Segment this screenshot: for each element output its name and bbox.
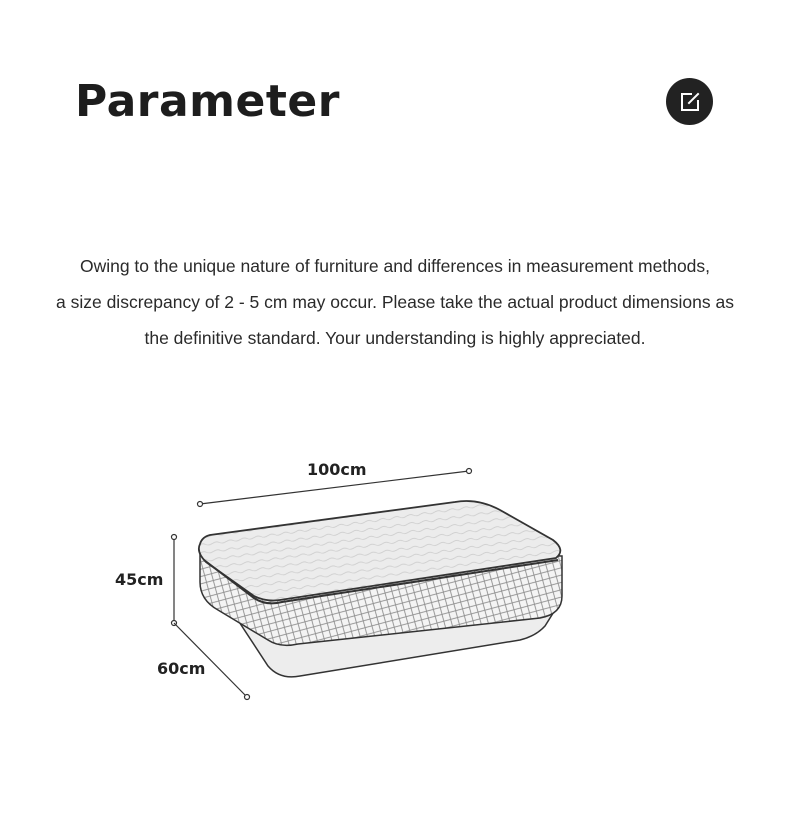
coffee-table-illustration: [0, 440, 790, 740]
disclaimer-line: a size discrepancy of 2 - 5 cm may occur. Please take the actual product dimensions as: [56, 292, 734, 312]
disclaimer-line: the definitive standard. Your understanding is highly appreciated.: [144, 328, 646, 348]
size-disclaimer: [0, 248, 790, 356]
depth-label: 60cm: [157, 659, 206, 678]
product-dimension-figure: [0, 440, 790, 740]
edit-square-icon: [678, 90, 702, 114]
edit-button[interactable]: [666, 78, 713, 125]
height-label: 45cm: [115, 570, 164, 589]
page-title: Parameter: [75, 76, 340, 127]
length-label: 100cm: [307, 460, 367, 479]
disclaimer-line: Owing to the unique nature of furniture and differences in measurement methods,: [79, 256, 711, 276]
